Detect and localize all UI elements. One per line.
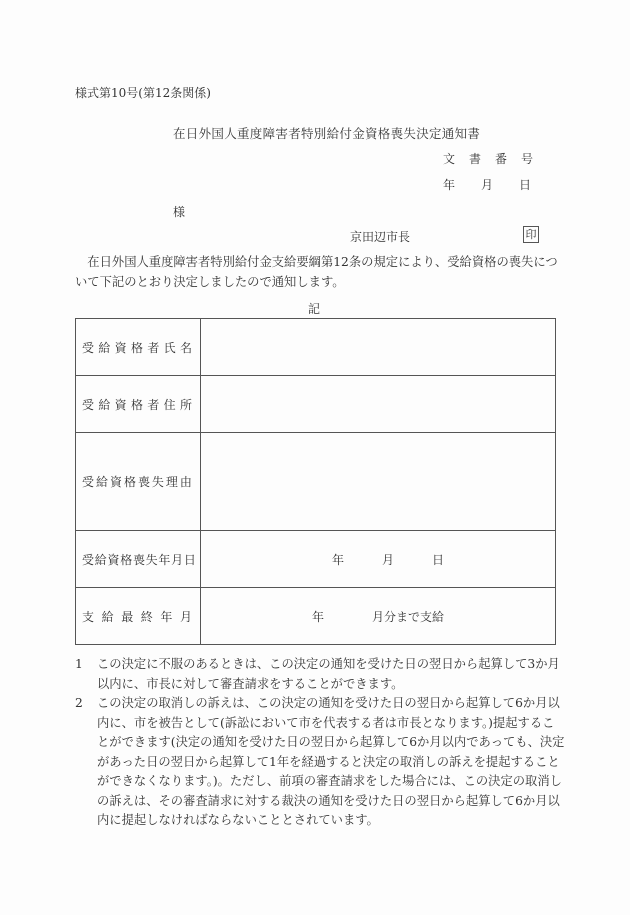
label-char: 喪 bbox=[137, 475, 150, 489]
label-char: 月 bbox=[171, 552, 184, 567]
label-char: 最 bbox=[121, 609, 134, 624]
doc-number-char: 号 bbox=[521, 152, 534, 166]
label-recipient-name bbox=[76, 319, 201, 376]
label-char: 年 bbox=[160, 609, 173, 624]
label-char: 受 bbox=[82, 397, 95, 412]
label-loss-reason bbox=[76, 433, 201, 531]
label-char: 資 bbox=[109, 475, 122, 489]
note-number: 1 bbox=[75, 657, 83, 671]
table-row-recipient-address bbox=[76, 376, 556, 433]
label-char: 者 bbox=[147, 397, 160, 412]
seal-mark: 印 bbox=[523, 226, 539, 243]
label-char: 受 bbox=[82, 340, 95, 355]
label-char: 受 bbox=[82, 552, 95, 567]
label-char: 失 bbox=[145, 552, 158, 567]
label-char: 住 bbox=[163, 397, 176, 412]
value-final-payment[interactable] bbox=[201, 588, 556, 645]
label-char: 日 bbox=[183, 552, 196, 567]
document-title: 在日外国人重度障害者特別給付金資格喪失決定通知書 bbox=[173, 126, 481, 141]
value-loss-date[interactable] bbox=[201, 531, 556, 588]
note-item bbox=[75, 694, 565, 831]
doc-number-char: 文 bbox=[443, 152, 456, 166]
final-payment-month: 月分まで支給 bbox=[372, 609, 445, 624]
loss-date-day: 日 bbox=[432, 552, 445, 567]
label-char: 氏 bbox=[163, 340, 176, 355]
note-text: この決定に不服のあるときは、この決定の通知を受けた日の翌日から起算して3か月以内に、市長に対して審査請求をすることができます。 bbox=[97, 657, 560, 691]
table-row-final-payment bbox=[76, 588, 556, 645]
final-payment-year: 年 bbox=[311, 609, 324, 624]
label-char: 終 bbox=[140, 609, 153, 624]
record-table bbox=[75, 318, 556, 645]
date-month: 月 bbox=[481, 178, 494, 192]
label-char: 格 bbox=[130, 340, 143, 355]
label-char: 給 bbox=[95, 475, 108, 489]
label-char: 理 bbox=[165, 475, 178, 489]
date-day: 日 bbox=[519, 178, 532, 192]
value-recipient-address[interactable] bbox=[201, 376, 556, 433]
label-char: 年 bbox=[158, 552, 171, 567]
note-item bbox=[75, 655, 565, 694]
label-char: 給 bbox=[101, 609, 114, 624]
doc-number-char: 番 bbox=[495, 152, 508, 166]
label-char: 格 bbox=[130, 397, 143, 412]
label-char: 支 bbox=[82, 609, 95, 624]
label-char: 資 bbox=[114, 397, 127, 412]
label-char: 受 bbox=[82, 475, 95, 489]
note-text: この決定の取消しの訴えは、この決定の通知を受けた日の翌日から起算して6か月以内に、市を被告として(訴訟において市を代表する者は市長となります。)提起することができます(決定の通知を受けた日の翌日から起算して6か月以内であっても、決定があった日の翌日から起算して1年を経過すると決定の取消しの訴えを提起することができなくなります。)。ただし、前項の審査請求をした場合には、この決定の取消しの訴えは、その審査請求に対する裁決の通知を受けた日の翌日から起算して6か月以内に提起しなければならないこととされています。 bbox=[97, 696, 565, 827]
label-final-payment bbox=[76, 588, 201, 645]
label-char: 給 bbox=[94, 552, 107, 567]
label-char: 給 bbox=[98, 397, 111, 412]
label-loss-date bbox=[76, 531, 201, 588]
label-char: 失 bbox=[151, 475, 164, 489]
loss-date-year: 年 bbox=[331, 552, 344, 567]
label-char: 給 bbox=[98, 340, 111, 355]
ki-heading: 記 bbox=[308, 302, 321, 316]
value-loss-reason[interactable] bbox=[201, 433, 556, 531]
document-date bbox=[443, 176, 531, 193]
form-number: 様式第10号(第12条関係) bbox=[75, 86, 211, 100]
recipient-honorific: 様 bbox=[173, 205, 186, 219]
intro-paragraph: 在日外国人重度障害者特別給付金支給要綱第12条の規定により、受給資格の喪失について下記のとおり決定しましたので通知します。 bbox=[75, 255, 558, 289]
doc-number-char: 書 bbox=[469, 152, 482, 166]
issuer-name: 京田辺市長 bbox=[350, 230, 411, 244]
table-row-loss-date bbox=[76, 531, 556, 588]
label-recipient-address bbox=[76, 376, 201, 433]
label-char: 由 bbox=[179, 475, 192, 489]
note-number: 2 bbox=[75, 696, 83, 710]
document-number-label bbox=[443, 150, 533, 167]
label-char: 資 bbox=[114, 340, 127, 355]
label-char: 月 bbox=[179, 609, 192, 624]
label-char: 資 bbox=[107, 552, 120, 567]
table-row-loss-reason bbox=[76, 433, 556, 531]
label-char: 者 bbox=[147, 340, 160, 355]
label-char: 喪 bbox=[132, 552, 145, 567]
value-recipient-name[interactable] bbox=[201, 319, 556, 376]
label-char: 名 bbox=[179, 340, 192, 355]
loss-date-month: 月 bbox=[381, 552, 394, 567]
date-year: 年 bbox=[443, 178, 456, 192]
table-row-recipient-name bbox=[76, 319, 556, 376]
notes-section bbox=[75, 655, 565, 831]
label-char: 所 bbox=[179, 397, 192, 412]
label-char: 格 bbox=[123, 475, 136, 489]
label-char: 格 bbox=[120, 552, 133, 567]
